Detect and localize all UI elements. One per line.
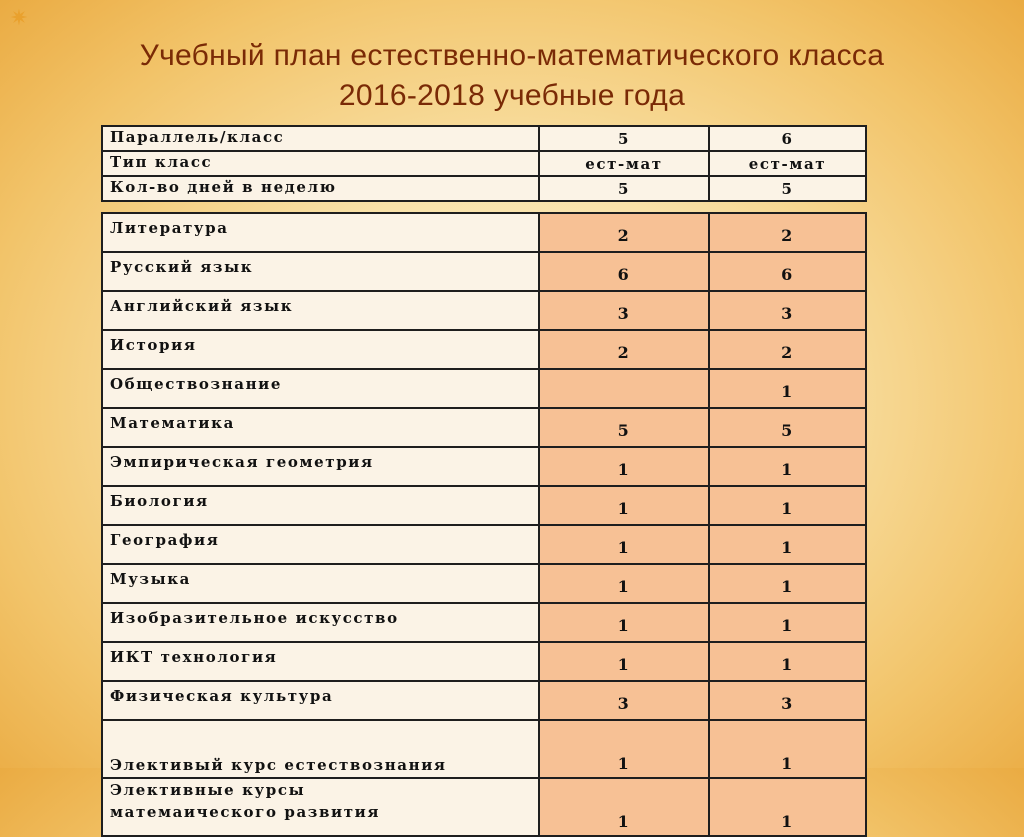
grade-6-hours: 1: [709, 369, 866, 408]
subject-label-line-2: матемаического развития: [110, 803, 381, 821]
table-row: [102, 151, 866, 176]
table-row: [102, 369, 866, 408]
grade-6-hours: 3: [709, 681, 866, 720]
grade-5-hours: 1: [539, 564, 709, 603]
grade-6-hours: 1: [709, 720, 866, 778]
table-row: [102, 486, 866, 525]
grade-6-cell: 6: [709, 126, 866, 151]
grade-5-hours: 1: [539, 778, 709, 836]
grade-6-hours: 6: [709, 252, 866, 291]
grade-5-hours: 1: [539, 642, 709, 681]
grade-5-hours: [539, 369, 709, 408]
grade-6-cell: 5: [709, 176, 866, 201]
grade-5-cell: 5: [539, 126, 709, 151]
subjects-hours-table: [101, 212, 867, 837]
grade-5-hours: 5: [539, 408, 709, 447]
subject-label: Элективый курс естествознания: [102, 720, 539, 778]
grade-5-cell: 5: [539, 176, 709, 201]
row-label: Тип класс: [102, 151, 539, 176]
table-row: [102, 330, 866, 369]
subject-label: [102, 778, 539, 836]
title-line-1: Учебный план естественно-математического класса: [139, 39, 885, 72]
subject-label: Русский язык: [102, 252, 539, 291]
row-label: Параллель/класс: [102, 126, 539, 151]
grade-6-hours: 3: [709, 291, 866, 330]
grade-6-hours: 1: [709, 486, 866, 525]
grade-5-hours: 2: [539, 330, 709, 369]
grade-6-hours: 1: [709, 778, 866, 836]
grade-5-hours: 3: [539, 291, 709, 330]
subject-label: Обществознание: [102, 369, 539, 408]
table-row: [102, 778, 866, 836]
grade-6-hours: 1: [709, 564, 866, 603]
table-row: [102, 408, 866, 447]
table-row: [102, 447, 866, 486]
subject-label: Английский язык: [102, 291, 539, 330]
table-row: [102, 525, 866, 564]
table-row: [102, 252, 866, 291]
subject-label: Музыка: [102, 564, 539, 603]
subject-label: География: [102, 525, 539, 564]
grade-5-hours: 6: [539, 252, 709, 291]
subject-label: Изобразительное искусство: [102, 603, 539, 642]
subject-label: Биология: [102, 486, 539, 525]
grade-6-hours: 5: [709, 408, 866, 447]
grade-6-hours: 1: [709, 447, 866, 486]
grade-5-cell: ест-мат: [539, 151, 709, 176]
subject-label: ИКТ технология: [102, 642, 539, 681]
subject-label: Физическая культура: [102, 681, 539, 720]
grade-6-hours: 2: [709, 213, 866, 252]
grade-6-hours: 2: [709, 330, 866, 369]
grade-5-hours: 1: [539, 486, 709, 525]
grade-5-hours: 3: [539, 681, 709, 720]
grade-5-hours: 1: [539, 603, 709, 642]
subject-label: История: [102, 330, 539, 369]
table-row: [102, 176, 866, 201]
grade-6-hours: 1: [709, 642, 866, 681]
table-row: [102, 213, 866, 252]
star-bullet-icon: ✷: [9, 6, 29, 31]
subject-label: Эмпирическая геометрия: [102, 447, 539, 486]
subject-label: Литература: [102, 213, 539, 252]
grade-5-hours: 1: [539, 720, 709, 778]
subject-label-line-1: Элективные курсы: [110, 781, 306, 799]
table-row: [102, 642, 866, 681]
table-row: [102, 564, 866, 603]
table-row: [102, 291, 866, 330]
grade-5-hours: 1: [539, 525, 709, 564]
grade-6-cell: ест-мат: [709, 151, 866, 176]
grade-5-hours: 2: [539, 213, 709, 252]
page-title: [0, 36, 1024, 116]
table-row: [102, 720, 866, 778]
class-info-table: [101, 125, 867, 202]
table-row: [102, 603, 866, 642]
table-row: [102, 126, 866, 151]
row-label: Кол-во дней в неделю: [102, 176, 539, 201]
table-row: [102, 681, 866, 720]
grade-6-hours: 1: [709, 525, 866, 564]
grade-6-hours: 1: [709, 603, 866, 642]
grade-5-hours: 1: [539, 447, 709, 486]
subject-label: Математика: [102, 408, 539, 447]
title-line-2: 2016-2018 учебные года: [338, 79, 686, 112]
